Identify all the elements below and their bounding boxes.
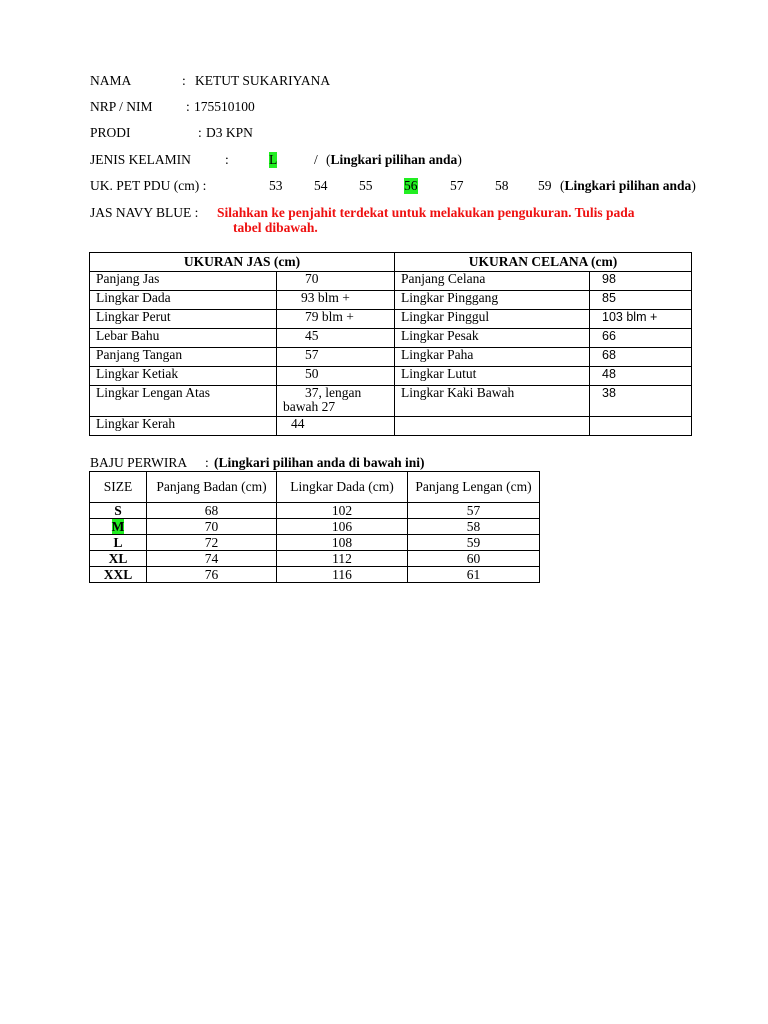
table-row [90,329,692,348]
panjang-lengan-cell: 61 [408,567,540,583]
jenis-kelamin-colon: : [225,152,229,167]
prodi-value: D3 KPN [206,125,253,140]
table-row [90,310,692,329]
jas-header: UKURAN JAS (cm) [90,253,395,272]
celana-value[interactable] [590,417,692,436]
jas-value[interactable]: 93 blm + [277,291,395,310]
nama-colon: : [182,73,186,88]
celana-label: Lingkar Lutut [395,367,590,386]
jas-navy-instruction-line1: Silahkan ke penjahit terdekat untuk melakukan pengukuran. Tulis pada [217,205,635,220]
column-header-panjang-badan: Panjang Badan (cm) [147,472,277,503]
lingkar-dada-cell: 106 [277,519,408,535]
size-cell[interactable]: XL [90,551,147,567]
celana-value[interactable]: 103 blm + [590,310,692,329]
table-row [90,291,692,310]
jas-label: Lebar Bahu [90,329,277,348]
table-row[interactable] [90,567,540,583]
size-cell[interactable]: S [90,503,147,519]
table-row[interactable] [90,551,540,567]
ukuran-table [89,252,692,436]
jas-label: Lingkar Kerah [90,417,277,436]
pet-pdu-option[interactable]: 59 [538,178,552,193]
panjang-badan-cell: 68 [147,503,277,519]
panjang-badan-cell: 70 [147,519,277,535]
celana-label: Lingkar Pesak [395,329,590,348]
pet-pdu-option-selected[interactable]: 56 [404,178,418,193]
jas-value[interactable]: 50 [277,367,395,386]
baju-table-header [90,472,540,503]
pet-pdu-option[interactable]: 53 [269,178,283,193]
lingkar-dada-cell: 102 [277,503,408,519]
table-row [90,386,692,417]
table-row [90,348,692,367]
jas-label: Lingkar Dada [90,291,277,310]
column-header-size: SIZE [90,472,147,503]
celana-label [395,417,590,436]
jas-value[interactable]: 70 [277,272,395,291]
pet-pdu-option[interactable]: 57 [450,178,464,193]
pet-pdu-option[interactable]: 58 [495,178,509,193]
panjang-lengan-cell: 58 [408,519,540,535]
panjang-lengan-cell: 57 [408,503,540,519]
jas-label: Panjang Jas [90,272,277,291]
table-row-selected[interactable] [90,519,540,535]
celana-value[interactable]: 48 [590,367,692,386]
celana-value[interactable]: 66 [590,329,692,348]
nrp-value: 175510100 [194,99,255,114]
celana-label: Lingkar Pinggang [395,291,590,310]
celana-value[interactable]: 38 [590,386,692,417]
baju-perwira-table [89,471,540,583]
baju-perwira-note: (Lingkari pilihan anda di bawah ini) [214,455,425,470]
panjang-badan-cell: 76 [147,567,277,583]
selected-size-highlight: M [111,518,125,534]
celana-value[interactable]: 85 [590,291,692,310]
jas-label: Panjang Tangan [90,348,277,367]
pet-pdu-option[interactable]: 55 [359,178,373,193]
celana-value[interactable]: 68 [590,348,692,367]
panjang-lengan-cell: 59 [408,535,540,551]
panjang-badan-cell: 72 [147,535,277,551]
baju-perwira-label: BAJU PERWIRA [90,455,188,470]
pet-pdu-note: (Lingkari pilihan anda) [560,178,696,193]
panjang-lengan-cell: 60 [408,551,540,567]
size-cell[interactable]: XXL [90,567,147,583]
prodi-label: PRODI [90,125,131,140]
prodi-colon: : [198,125,202,140]
jas-value[interactable]: 44 [277,417,395,436]
pet-pdu-option[interactable]: 54 [314,178,328,193]
celana-label: Lingkar Paha [395,348,590,367]
table-row[interactable] [90,503,540,519]
celana-header: UKURAN CELANA (cm) [395,253,692,272]
nrp-colon: : [186,99,190,114]
column-header-lingkar-dada: Lingkar Dada (cm) [277,472,408,503]
pet-pdu-label: UK. PET PDU (cm) : [90,178,207,193]
jas-value[interactable]: 45 [277,329,395,348]
size-cell-selected[interactable] [90,519,147,535]
celana-label: Lingkar Pinggul [395,310,590,329]
jas-navy-instruction-line2: tabel dibawah. [233,220,318,235]
nama-label: NAMA [90,73,132,88]
panjang-badan-cell: 74 [147,551,277,567]
nama-value: KETUT SUKARIYANA [195,73,331,88]
jas-label: Lingkar Ketiak [90,367,277,386]
celana-label: Panjang Celana [395,272,590,291]
ukuran-table-header [90,253,692,272]
lingkar-dada-cell: 108 [277,535,408,551]
size-cell[interactable]: L [90,535,147,551]
jas-value[interactable]: 57 [277,348,395,367]
jas-value[interactable]: 79 blm + [277,310,395,329]
lingkar-dada-cell: 112 [277,551,408,567]
jas-label: Lingkar Perut [90,310,277,329]
celana-label: Lingkar Kaki Bawah [395,386,590,417]
jas-navy-label: JAS NAVY BLUE : [90,205,199,220]
celana-value[interactable]: 98 [590,272,692,291]
jenis-kelamin-separator: / [314,152,318,167]
jas-label: Lingkar Lengan Atas [90,386,277,417]
jenis-kelamin-note: (Lingkari pilihan anda) [326,152,462,167]
jas-value[interactable]: 37, lengan bawah 27 [277,386,395,417]
table-row[interactable] [90,535,540,551]
nrp-label: NRP / NIM [90,99,153,114]
lingkar-dada-cell: 116 [277,567,408,583]
baju-perwira-colon: : [205,455,209,470]
jenis-kelamin-selected[interactable]: L [269,152,278,167]
table-row [90,417,692,436]
column-header-panjang-lengan: Panjang Lengan (cm) [408,472,540,503]
jenis-kelamin-label: JENIS KELAMIN [90,152,191,167]
table-row [90,272,692,291]
table-row [90,367,692,386]
